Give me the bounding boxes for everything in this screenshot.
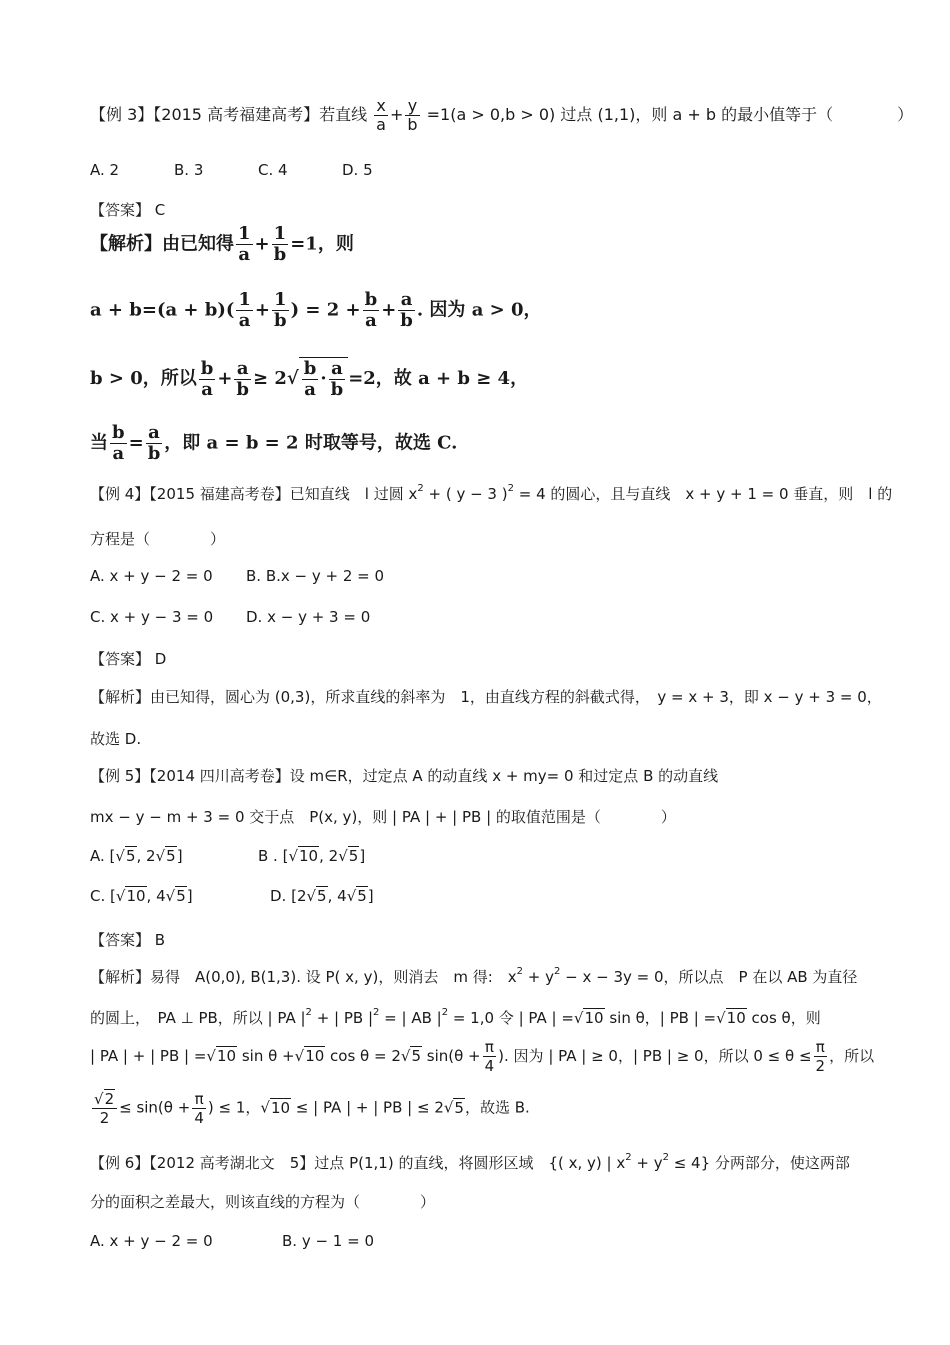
option-d: D. [2√5, 4√5] bbox=[270, 887, 374, 905]
example-5-solution-line-1: 【解析】易得 A(0,0), B(1,3). 设 P( x, y)，则消去 m 得: $x^2 + y^2 - x - 3y = 0$，所以点 P 在以 AB 为直径 bbox=[90, 966, 858, 986]
option-a: A. x + y − 2 = 0 bbox=[90, 1232, 213, 1250]
example-4-options-cd bbox=[90, 606, 370, 628]
option-c: C. [√10, 4√5] bbox=[90, 887, 193, 905]
option-c: C. 4 bbox=[258, 161, 288, 179]
example-5-question-line-2: mx − y − m + 3 = 0 交于点 P(x, y)，则 | PA | + | PB | 的取值范围是（ ） bbox=[90, 808, 676, 826]
example-3-answer: 【答案】 C bbox=[90, 201, 166, 219]
example-3-solution-line-4: 当 $\frac{b}{a}$ = $\frac{a}{b}$ ，即 a = b = 2 时取等号，故选 C. bbox=[90, 422, 458, 464]
example-3-solution-line-3: b > 0，所以 $\frac{b}{a}$ + $\frac{a}{b}$ ≥ 2√ $\frac{b}{a}$ · $\frac{a}{b}$ =2，故 a + b ≥ 4， bbox=[90, 357, 529, 400]
example-4-solution-line-2: 故选 D. bbox=[90, 730, 142, 748]
example-6-question-line-2: 分的面积之差最大，则该直线的方程为（ ） bbox=[90, 1193, 436, 1211]
example-5-solution-line-3: | PA | + | PB | =√10 sin θ +√10 cos θ = 2√5 sin(θ + $\frac{\pi}{4}$ ). 因为 | PA | ≥ 0，| PB | ≥ 0，所以 0 ≤ θ ≤ $\frac{\pi}{2}$ ，所以 bbox=[90, 1038, 875, 1075]
example-3-solution-line-2: a + b=(a + b)( $\frac{1}{a}$ + $\frac{1}{b}$ ) = 2 + $\frac{b}{a}$ + $\frac{a}{b}$ . 因为 a > 0， bbox=[90, 289, 542, 331]
option-d: D. x − y + 3 = 0 bbox=[246, 608, 371, 626]
option-b: B. y − 1 = 0 bbox=[282, 1232, 374, 1250]
example-4-answer: 【答案】 D bbox=[90, 650, 167, 668]
option-b: B . [√10, 2√5] bbox=[258, 847, 366, 865]
option-a: A. 2 bbox=[90, 161, 120, 179]
example-4-question-line-2: 方程是（ ） bbox=[90, 530, 226, 548]
ex3-condition: =1(a > 0,b > 0) 过点 (1,1)，则 a + b 的最小值等于（ ） bbox=[426, 105, 914, 124]
example-5-options-ab bbox=[90, 845, 365, 867]
option-a: A. [√5, 2√5] bbox=[90, 847, 183, 865]
fraction-x-over-a: $\frac{x}{a}$ bbox=[376, 96, 386, 134]
option-d: D. 5 bbox=[342, 161, 373, 179]
example-6-question-line-1: 【例 6】【2012 高考湖北文 5】过点 P(1,1) 的直线，将圆形区域 {( x, y) | $x^2 + y^2 \le 4$} 分两部分，使这两部 bbox=[90, 1152, 850, 1172]
ex3-tag: 【例 3】【2015 高考福建高考】若直线 bbox=[90, 105, 368, 124]
option-b: B. B.x − y + 2 = 0 bbox=[246, 567, 385, 585]
option-c: C. x + y − 3 = 0 bbox=[90, 608, 214, 626]
example-5-question-line-1: 【例 5】【2014 四川高考卷】设 m∈R，过定点 A 的动直线 x + my= 0 和过定点 B 的动直线 bbox=[90, 767, 719, 785]
option-b: B. 3 bbox=[174, 161, 204, 179]
example-5-options-cd bbox=[90, 885, 374, 907]
example-5-solution-line-2: 的圆上， PA ⊥ PB，所以 | PA $|^2$ + | PB $|^2$ = | AB $|^2 = 1,0$ 令 | PA | =√10 sin θ，| PB | =√10 cos θ，则 bbox=[90, 1007, 821, 1027]
example-4-options-ab bbox=[90, 565, 384, 587]
example-4-question-line-1: 【例 4】【2015 福建高考卷】已知直线 l 过圆 $x^2$ + ( y − 3 )$^2$ = 4 的圆心，且与直线 x + y + 1 = 0 垂直，则 l 的 bbox=[90, 483, 893, 503]
example-5-solution-line-4: $\frac{√2}{2}$ ≤ sin(θ + $\frac{\pi}{4}$ ) ≤ 1，√10 ≤ | PA | + | PB | ≤ 2√5，故选 B. bbox=[94, 1089, 530, 1127]
example-4-solution-line-1: 【解析】由已知得，圆心为 (0,3)，所求直线的斜率为 1，由直线方程的斜截式得， y = x + 3，即 x − y + 3 = 0， bbox=[90, 688, 882, 706]
example-6-options bbox=[90, 1230, 374, 1252]
example-3-options bbox=[90, 159, 373, 181]
plus-sign: + bbox=[389, 105, 404, 124]
example-3-question bbox=[90, 97, 913, 134]
example-5-answer: 【答案】 B bbox=[90, 931, 166, 949]
option-a: A. x + y − 2 = 0 bbox=[90, 567, 213, 585]
fraction-y-over-b: $\frac{y}{b}$ bbox=[407, 96, 418, 134]
example-3-solution-line-1: 【解析】由已知得 $\frac{1}{a}$ + $\frac{1}{b}$ =1，则 bbox=[90, 223, 354, 265]
